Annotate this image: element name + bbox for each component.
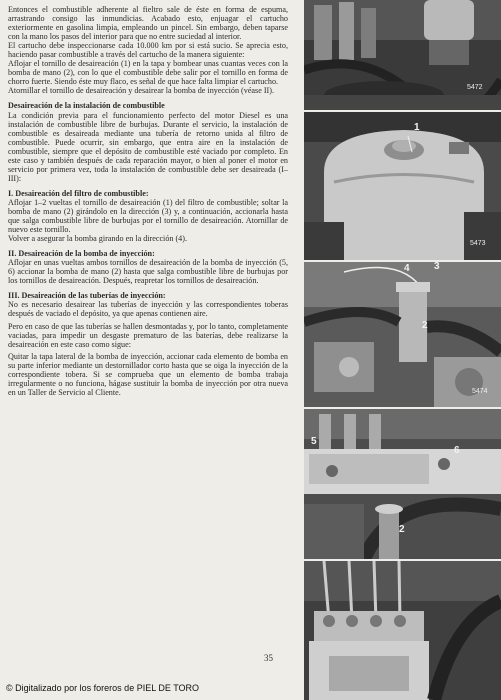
- photo-code: 5472: [467, 84, 483, 91]
- page-number: 35: [264, 653, 273, 663]
- photo-injection-lines: [304, 561, 501, 700]
- photo-hand-pump: [304, 262, 501, 407]
- callout-label: 5: [311, 436, 317, 447]
- paragraph: Aflojar en unas vueltas ambos tornillos de desaireación de la bomba de inyección (5, 6) accionar la bomba de mano (2) hasta que salga combustible libre de burbujas por los tornillos de desaireación. Después, reapretar los tornillos de desaireación.: [8, 258, 288, 286]
- callout-label: 4: [404, 263, 410, 274]
- section-heading: II. Desaireación de la bomba de inyección:: [8, 249, 155, 259]
- callout-label: 2: [399, 524, 405, 535]
- photo-fuel-filter-top: [304, 0, 501, 110]
- section-heading: Desaireación de la instalación de combustible: [8, 101, 165, 111]
- paragraph: El cartucho debe inspeccionarse cada 10.000 km por si está sucio. Se aprecia esto, haciendo pasar combustible a través del cartucho de la manera siguiente:: [8, 41, 288, 60]
- paragraph: Aflojar el tornillo de desaireación (1) en la tapa y bombear unas cuantas veces con la bomba de mano (2), con lo que el combustible debe salir por el tornillo en forma de chorro fuerte. Siendo éste muy flaco, es señal de que hace falta limpiar el cartucho.: [8, 59, 288, 87]
- text-column: [8, 5, 288, 645]
- photo-code: 5474: [472, 388, 488, 395]
- paragraph: Atornillar el tornillo de desaireación y desairear la bomba de inyección (véase II).: [8, 86, 274, 96]
- callout-label: 1: [414, 122, 420, 133]
- section-heading: III. Desaireación de las tuberías de inyección:: [8, 291, 166, 301]
- digitization-credit: © Digitalizado por los foreros de PIEL DE TORO: [6, 683, 200, 693]
- paragraph: Aflojar 1–2 vueltas el tornillo de desaireación (1) del filtro de combustible; soltar la bomba de mano (2) girándolo en la dirección (3) y, a continuación, accionarla hasta que salga combustible libre de burbujas por el tornillo de desaireación. Atornillar de nuevo este tornillo.: [8, 197, 288, 235]
- callout-label: 2: [422, 320, 428, 331]
- paragraph: Entonces el combustible adherente al fieltro sale de éste en forma de espuma, arrastrando consigo las inmundicias. Acabado esto, enjuagar el cartucho exteriormente en gasolina limpia, empleando un pincel. Sin embargo, deben taparse con la mano los pasos del interior para que no entre suciedad al interior.: [8, 5, 288, 42]
- callout-label: 3: [434, 262, 440, 272]
- photo-filter-cap: [304, 112, 501, 260]
- photo-code: 5473: [470, 240, 486, 247]
- callout-label: 6: [454, 445, 460, 456]
- paragraph: Volver a asegurar la bomba girando en la dirección (4).: [8, 234, 187, 244]
- paragraph: Pero en caso de que las tuberías se hallen desmontadas y, por lo tanto, completamente vaciadas, para impedir un desgaste prematuro de las baterías, debe realizarse la desaireación en este caso como sigue:: [8, 321, 288, 349]
- paragraph: No es necesario desairear las tuberías de inyección y las correspondientes toberas después de vaciado el depósito, ya que apenas contienen aire.: [8, 300, 288, 319]
- section-heading: I. Desaireación del filtro de combustible:: [8, 188, 149, 198]
- paragraph: La condición previa para el funcionamiento perfecto del motor Diesel es una instalación de combustible libre de burbujas. Durante el servicio, la instalación de combustible es desaireada mediante una tubería de retorno unida al filtro de combustible. Puede ocurrir, sin embargo, que entra aire en la instalación de combustible, siempre que el depósito de combustible esté vaciado por completo. En este caso y también después de cada reparación mayor, o bien al poner el motor en servicio por primera vez, toda la instalación de combustible debe ser desaireada (I–III):: [8, 110, 288, 183]
- paragraph: Quitar la tapa lateral de la bomba de inyección, accionar cada elemento de bomba en su parte inferior mediante un destornillador corto hasta que se oiga la inyección de la correspondiente tobera. Si se comprueba que un elemento de bomba trabaja irregularmente o no funciona, hágase sustituir la bomba de inyección por otra nueva en un Taller de Servicio al Cliente.: [8, 351, 288, 397]
- photo-injection-pump: [304, 409, 501, 559]
